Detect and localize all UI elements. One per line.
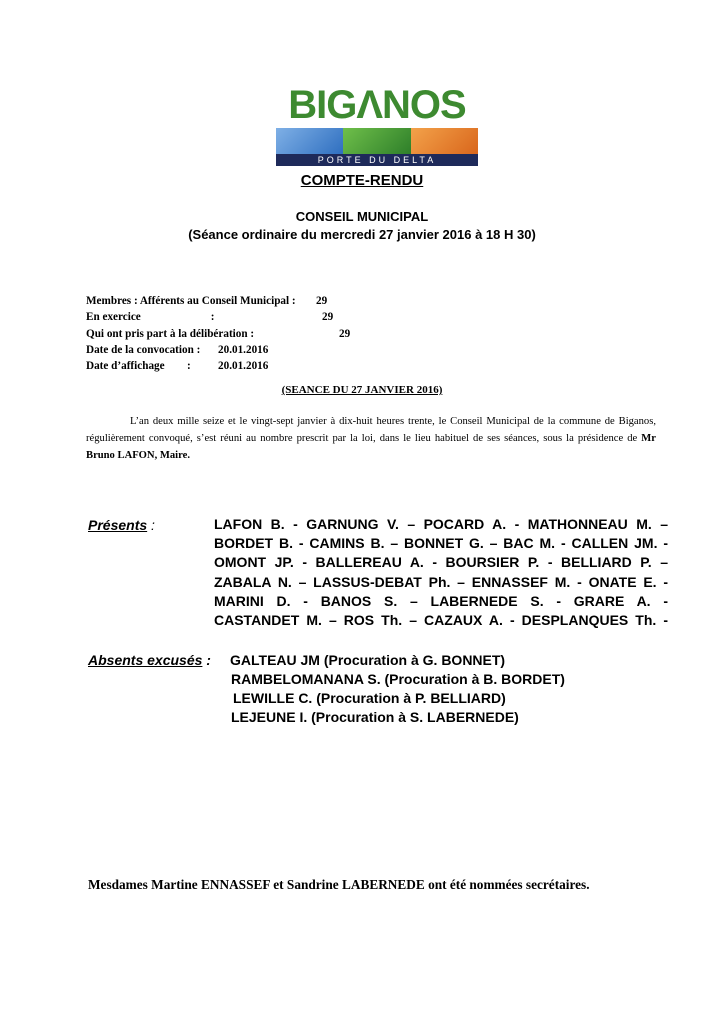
presents-line: BORDET B. - CAMINS B. – BONNET G. – BAC M. - CALLEN JM. - (214, 535, 668, 552)
presents-line: ZABALA N. – LASSUS-DEBAT Ph. – ENNASSEF M. - ONATE E. - (214, 573, 668, 590)
presents-line: LAFON B. - GARNUNG V. – POCARD A. - MATHONNEAU M. – (214, 516, 668, 532)
presents-list (214, 515, 668, 630)
intro-president: Mr Bruno LAFON, Maire. (86, 433, 656, 461)
secretaries-note: Mesdames Martine ENNASSEF et Sandrine LABERNEDE ont été nommées secrétaires. (88, 877, 590, 892)
document-title: COMPTE-RENDU (300, 172, 424, 189)
intro-paragraph (86, 413, 656, 464)
biganos-logo (274, 83, 480, 165)
council-heading: CONSEIL MUNICIPAL (295, 209, 429, 224)
logo-wordmark: BIGΛNOS (288, 83, 466, 127)
presents-line: MARINI D. - BANOS S. – LABERNEDE S. - GRARE A. - (214, 592, 668, 609)
absent-line: LEWILLE C. (Procuration à P. BELLIARD) (233, 690, 506, 706)
members-block (86, 293, 350, 374)
absent-line: LEJEUNE I. (Procuration à S. LABERNEDE) (231, 709, 519, 725)
members-row: Membres : Afférents au Conseil Municipal : 29 (86, 295, 328, 307)
seance-heading: (SEANCE DU 27 JANVIER 2016) (281, 384, 443, 396)
intro-text: L’an deux mille seize et le vingt-sept janvier à dix-huit heures trente, le Conseil Municipal de la commune de Biganos, régulièrement convoqué, s’est réuni au nombre prescrit par la loi, dans le lieu habituel de ses séances, sous la présidence de (86, 416, 656, 444)
members-row: Date d’affichage : 20.01.2016 (86, 360, 269, 373)
presents-label: Présents : (88, 517, 155, 533)
presents-line: CASTANDET M. – ROS Th. – CAZAUX A. - DESPLANQUES Th. - (214, 612, 668, 629)
logo-tagline: PORTE DU DELTA (276, 154, 478, 166)
absent-line: GALTEAU JM (Procuration à G. BONNET) (230, 652, 506, 668)
members-row: Date de la convocation : 20.01.2016 (86, 343, 269, 356)
members-row: Qui ont pris part à la délibération : 29 (86, 327, 351, 340)
absents-label: Absents excusés : (88, 652, 211, 668)
logo-color-band (276, 128, 478, 154)
members-row: En exercice : 29 (86, 311, 334, 324)
session-heading: (Séance ordinaire du mercredi 27 janvier 2016 à 18 H 30) (188, 227, 536, 242)
absent-line: RAMBELOMANANA S. (Procuration à B. BORDET) (231, 671, 565, 687)
presents-line: OMONT JP. - BALLEREAU A. - BOURSIER P. - BELLIARD P. – (214, 554, 668, 571)
